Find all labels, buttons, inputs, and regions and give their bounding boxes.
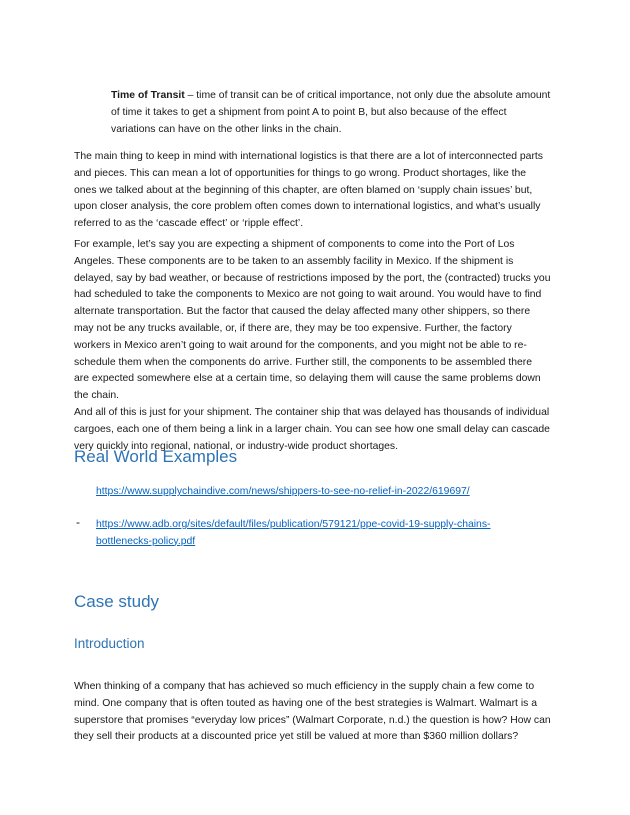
transit-line-3: variations can have on the other links in the chain.: [111, 123, 342, 135]
para2-line: workers in Mexico aren’t going to wait around for the components, and you might not be able to re-: [74, 339, 527, 351]
para1-line: upon closer analysis, the core problem often comes down to international logistics, and what’s usually: [74, 201, 541, 213]
para2-line: For example, let’s say you are expecting a shipment of components to come into the Port of Los: [74, 239, 515, 250]
adb-link-line-1[interactable]: https://www.adb.org/sites/default/files/publication/579121/ppe-covid-19-supply-chains-: [96, 519, 491, 530]
para1-line: ones we talked about at the beginning of this chapter, are often blamed on ‘supply chain issues’ but,: [74, 184, 533, 196]
transit-line-1: – time of transit can be of critical importance, not only due the absolute amount: [184, 90, 551, 101]
para2-line: alternate transportation. But the factor that caused the delay affected many other shippers, so there: [74, 306, 531, 318]
walmart-intro-paragraph: [74, 679, 564, 746]
para1-line: referred to as the ‘cascade effect’ or ‘ripple effect’.: [74, 218, 304, 230]
para2-line: schedule them when the components do arrive. Further still, the components to be assembled there: [74, 356, 533, 368]
time-of-transit-paragraph: [111, 88, 561, 138]
list-bullet: -: [76, 515, 80, 529]
para1-line: The main thing to keep in mind with international logistics is that there are a lot of interconnected parts: [74, 151, 543, 162]
supplychaindive-link[interactable]: https://www.supplychaindive.com/news/shippers-to-see-no-relief-in-2022/619697/: [96, 486, 470, 497]
para2-line: very quickly into regional, national, or industry-wide product shortages.: [74, 440, 399, 452]
para2-line: are expected somewhere else at a certain time, so delaying them will cause the same problems down: [74, 373, 541, 385]
example-paragraph: [74, 237, 564, 455]
para2-line: had scheduled to take the components to Mexico are not going to wait around. You would have to find: [74, 289, 542, 301]
case-study-heading: Case study: [74, 592, 160, 611]
case-line: superstore that promises “everyday low prices” (Walmart Corporate, n.d.) the question is how? How can: [74, 714, 551, 726]
interconnected-parts-paragraph: [74, 149, 564, 233]
para2-line: may not be any trucks available, or, if there are, they may be too expensive. Further, the factory: [74, 322, 512, 334]
para1-line: and pieces. This can mean a lot of opportunities for things to go wrong. Product shortages, like the: [74, 167, 527, 179]
para2-line: the chain.: [74, 390, 120, 402]
case-line: mind. One company that is often touted as having one of the best strategies is Walmart. Walmart is a: [74, 697, 537, 709]
adb-publication-link[interactable]: [96, 517, 566, 550]
time-of-transit-term: Time of Transit: [111, 90, 185, 101]
para2-line: Angeles. These components are to be taken to an assembly facility in Mexico. If the shipment is: [74, 255, 514, 267]
case-line: When thinking of a company that has achieved so much efficiency in the supply chain a few come to: [74, 681, 535, 692]
case-line: they sell their products at a discounted price yet still be valued at more than $360 million dollars?: [74, 731, 519, 743]
para2-line: cargoes, each one of them being a link in a larger chain. You can see how one small delay can cascade: [74, 423, 550, 435]
para2-line: And all of this is just for your shipment. The container ship that was delayed has thousands of individual: [74, 406, 550, 418]
para2-line: delayed, say by bad weather, or because of restrictions imposed by the port, the (contracted) trucks you: [74, 272, 551, 284]
introduction-subheading: Introduction: [74, 636, 145, 651]
real-world-examples-heading: Real World Examples: [74, 447, 238, 466]
transit-line-2: of time it takes to get a shipment from point A to point B, but also because of the effect: [111, 106, 507, 118]
adb-link-line-2[interactable]: bottlenecks-policy.pdf: [96, 535, 196, 547]
